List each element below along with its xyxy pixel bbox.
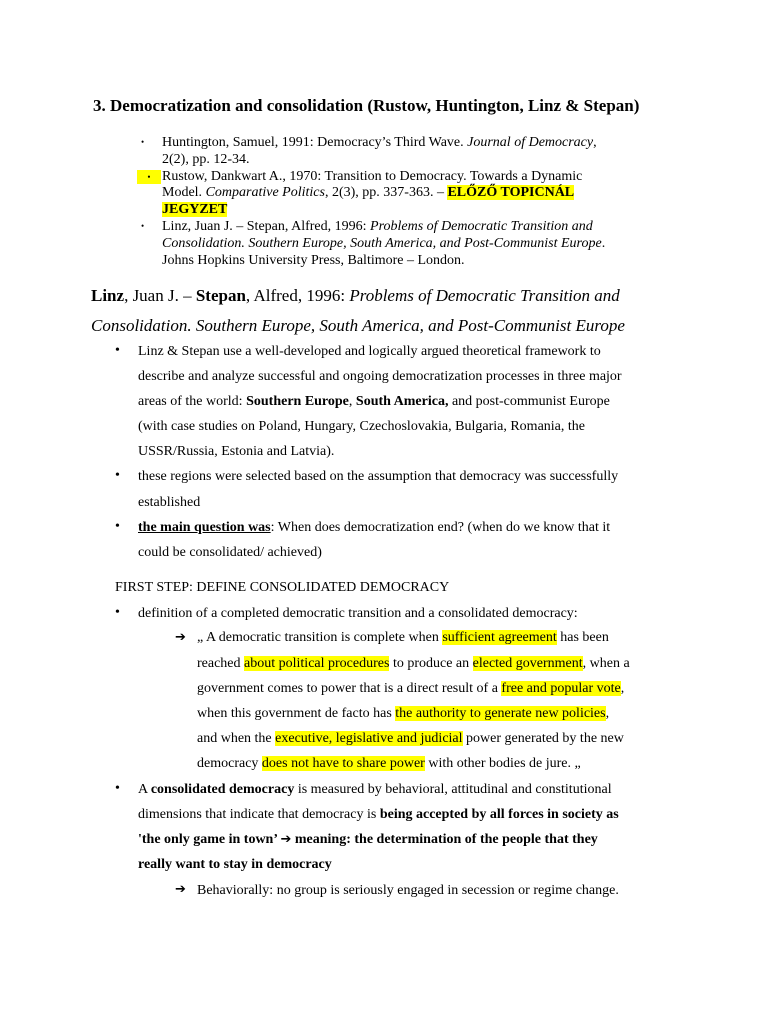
- bullet-text: areas of the world: Southern Europe, South America, and post-communist Europe: [138, 394, 610, 409]
- quote-line: „ A democratic transition is complete when sufficient agreement has been: [197, 630, 609, 645]
- quote-line: and when the executive, legislative and judicial power generated by the new: [197, 731, 624, 746]
- reference-linz-stepan-line2: Consolidation. Southern Europe, South America, and Post-Communist Europe.: [162, 236, 606, 251]
- bullet-dot-icon: •: [115, 605, 120, 620]
- bullet-dot-icon: •: [115, 343, 120, 358]
- main-heading-line2: Consolidation. Southern Europe, South America, and Post-Communist Europe: [91, 316, 625, 335]
- bullet-text: established: [138, 495, 201, 510]
- reference-rustow-line2: Model. Comparative Politics, 2(3), pp. 337-363. – ELŐZŐ TOPICNÁL: [162, 185, 575, 200]
- consolidated-text: A consolidated democracy is measured by behavioral, attitudinal and constitutional: [138, 782, 612, 797]
- quote-line: when this government de facto has the authority to generate new policies,: [197, 706, 610, 721]
- bullet-text: these regions were selected based on the assumption that democracy was successfully: [138, 469, 619, 484]
- reference-rustow: Rustow, Dankwart A., 1970: Transition to Democracy. Towards a Dynamic: [162, 169, 583, 184]
- main-heading: Linz, Juan J. – Stepan, Alfred, 1996: Problems of Democratic Transition and: [91, 286, 620, 305]
- quote-line: reached about political procedures to produce an elected government, when a: [197, 656, 630, 671]
- bullet-dot-icon: •: [115, 519, 120, 534]
- bullet-dot-icon: •: [141, 137, 145, 147]
- reference-huntington: Huntington, Samuel, 1991: Democracy’s Third Wave. Journal of Democracy,: [162, 135, 597, 150]
- bullet-text: could be consolidated/ achieved): [138, 545, 322, 560]
- right-arrow-icon: ➔: [175, 630, 186, 645]
- reference-linz-stepan: Linz, Juan J. – Stepan, Alfred, 1996: Problems of Democratic Transition and: [162, 219, 593, 234]
- quote-line: democracy does not have to share power with other bodies de jure. „: [197, 756, 581, 771]
- consolidated-text: 'the only game in town’ ➔ meaning: the determination of the people that they: [138, 832, 598, 847]
- reference-linz-stepan-line3: Johns Hopkins University Press, Baltimore – London.: [162, 253, 465, 268]
- reference-huntington-line2: 2(2), pp. 12-34.: [162, 152, 250, 167]
- main-question: the main question was: When does democratization end? (when do we know that it: [138, 520, 611, 535]
- bullet-dot-icon: •: [115, 468, 120, 483]
- bullet-text: USSR/Russia, Estonia and Latvia).: [138, 444, 335, 459]
- hungarian-note-cont: JEGYZET: [162, 202, 228, 217]
- bullet-text: Linz & Stepan use a well-developed and logically argued theoretical framework to: [138, 344, 601, 359]
- consolidated-text: dimensions that indicate that democracy is being accepted by all forces in society as: [138, 807, 619, 822]
- first-step-heading: FIRST STEP: DEFINE CONSOLIDATED DEMOCRACY: [115, 580, 450, 595]
- section-title: 3. Democratization and consolidation (Rustow, Huntington, Linz & Stepan): [93, 96, 640, 115]
- quote-line: government comes to power that is a direct result of a free and popular vote,: [197, 681, 625, 696]
- bullet-dot-icon: •: [137, 170, 161, 184]
- behaviorally-text: Behaviorally: no group is seriously engaged in secession or regime change.: [197, 883, 619, 898]
- right-arrow-icon: ➔: [175, 882, 186, 897]
- bullet-text: describe and analyze successful and ongoing democratization processes in three major: [138, 369, 622, 384]
- hungarian-note: ELŐZŐ TOPICNÁL: [447, 185, 575, 200]
- consolidated-text: really want to stay in democracy: [138, 857, 332, 872]
- reference-rustow-line3: [162, 201, 227, 218]
- bullet-dot-icon: •: [141, 221, 145, 231]
- bullet-dot-icon: •: [115, 781, 120, 796]
- bullet-text: (with case studies on Poland, Hungary, Czechoslovakia, Bulgaria, Romania, the: [138, 419, 585, 434]
- right-arrow-icon: ➔: [280, 832, 292, 847]
- definition-text: definition of a completed democratic transition and a consolidated democracy:: [138, 606, 578, 621]
